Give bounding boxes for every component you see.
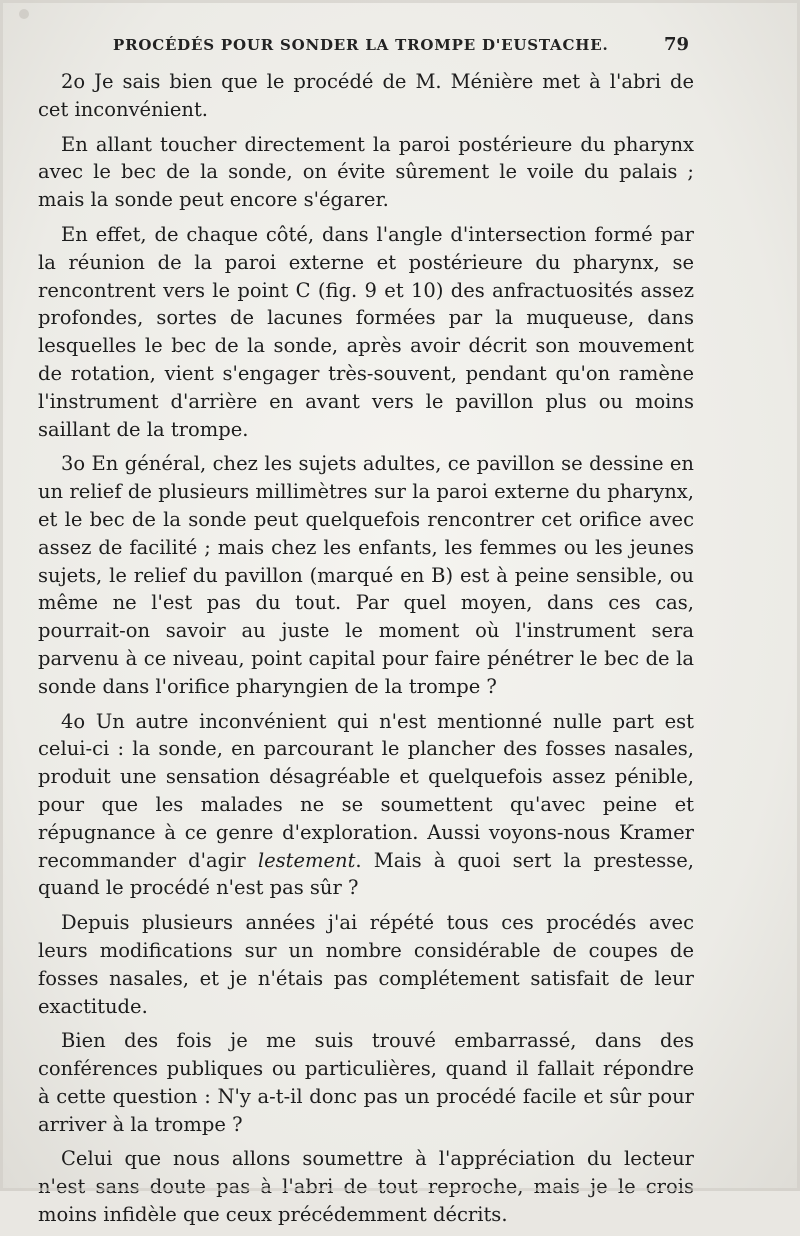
paragraph-3: En effet, de chaque côté, dans l'angle d'intersection formé par la réunion de la paroi externe et postérieure du pharynx, se rencontrent vers le point C (fig. 9 et 10) des anfractuosités assez profondes, sortes de lacunes formées par la muqueuse, dans lesquelles le bec de la sonde, après avoir décrit son mouvement de rotation, vient s'engager très-souvent, pendant qu'on ramène l'instrument d'arrière en avant vers le pavillon plus ou moins saillant de la trompe. [38, 222, 694, 441]
body-text [38, 68, 694, 1236]
paragraph-8: Celui que nous allons soumettre à l'appréciation du lecteur n'est sans doute pas à l'abri de tout reproche, mais je le crois moins infidèle que ceux précédemment décrits. [38, 1147, 694, 1227]
paragraph-5 [38, 708, 694, 903]
paragraph-5-text-before: 4o Un autre inconvénient qui n'est mentionné nulle part est celui-ci : la sonde, en parcourant le plancher des fosses nasales, produit une sensation désagréable et quelquefois assez pénible, pour que les malades ne se soumettent qu'avec peine et répugnance à ce genre d'exploration. Aussi voyons-nous Kramer recommander d'agir [38, 709, 694, 872]
page-number: 79 [664, 34, 690, 55]
paragraph-5-emphasis: lestement [257, 848, 356, 872]
paragraph-2: En allant toucher directement la paroi postérieure du pharynx avec le bec de la sonde, on évite sûrement le voile du palais ; mais la sonde peut encore s'égarer. [38, 132, 694, 212]
paragraph-1: 2o Je sais bien que le procédé de M. Ménière met à l'abri de cet inconvénient. [38, 70, 694, 121]
paragraph-5-text-after: . Mais à quoi sert la prestesse, quand le procédé n'est pas sûr ? [38, 848, 694, 900]
running-title: PROCÉDÉS POUR SONDER LA TROMPE D'EUSTACHE. [113, 36, 609, 54]
paragraph-6: Depuis plusieurs années j'ai répété tous ces procédés avec leurs modifications sur un nombre considérable de coupes de fosses nasales, et je n'étais pas complétement satisfait de leur exactitude. [38, 911, 694, 1018]
paragraph-7: Bien des fois je me suis trouvé embarrassé, dans des conférences publiques ou particulières, quand il fallait répondre à cette question : N'y a-t-il donc pas un procédé facile et sûr pour arriver à la trompe ? [38, 1029, 694, 1136]
paragraph-4: 3o En général, chez les sujets adultes, ce pavillon se dessine en un relief de plusieurs millimètres sur la paroi externe du pharynx, et le bec de la sonde peut quelquefois rencontrer cet orifice avec assez de facilité ; mais chez les enfants, les femmes ou les jeunes sujets, le relief du pavillon (marqué en B) est à peine sensible, ou même ne l'est pas du tout. Par quel moyen, dans ces cas, pourrait-on savoir au juste le moment où l'instrument sera parvenu à ce niveau, point capital pour faire pénétrer le bec de la sonde dans l'orifice pharyngien de la trompe ? [38, 452, 694, 698]
running-header [0, 36, 800, 62]
